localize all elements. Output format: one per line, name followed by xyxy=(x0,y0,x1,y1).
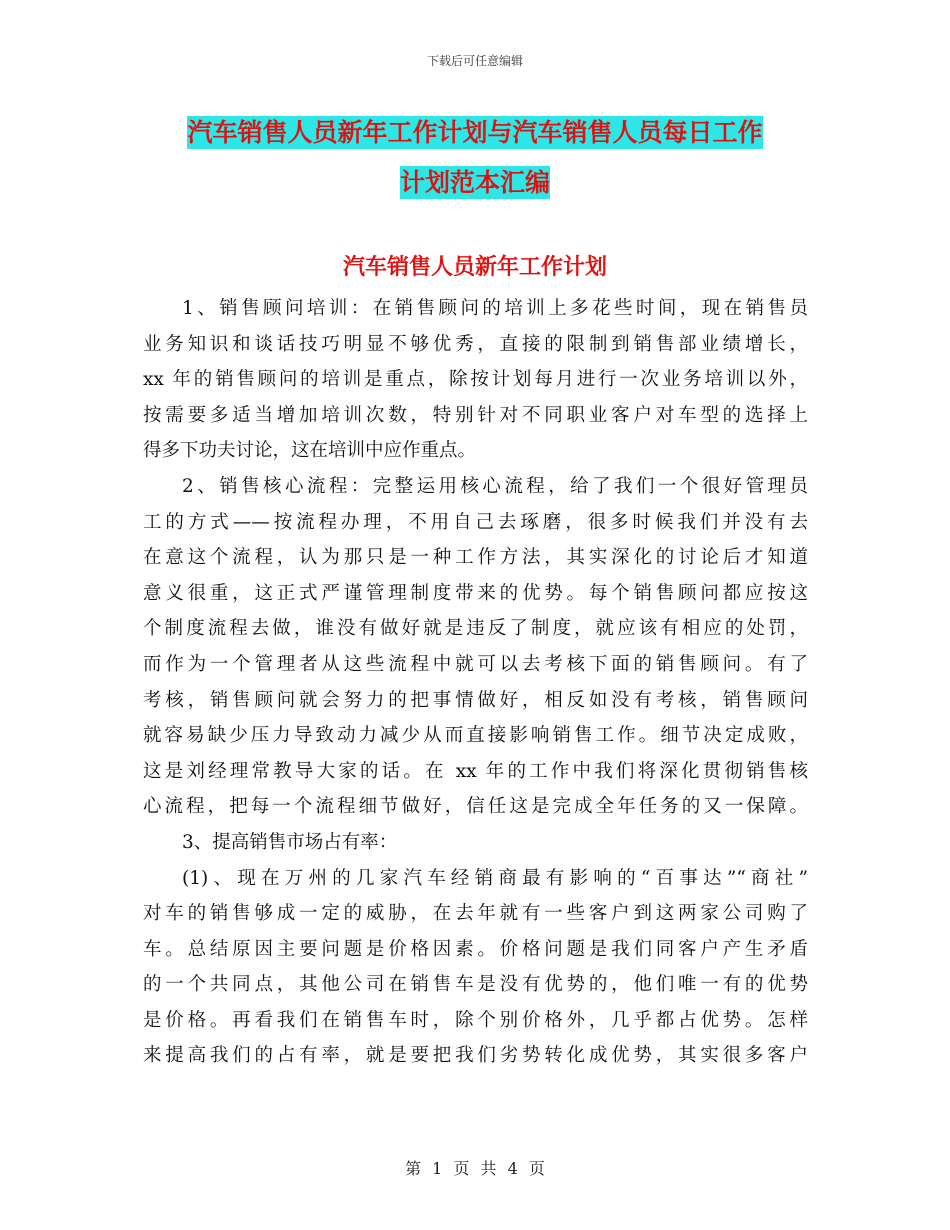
body-line: 得多下功夫讨论，这在培训中应作重点。 xyxy=(143,440,477,462)
body-line: 按需要多适当增加培训次数，特别针对不同职业客户对车型的选择上 xyxy=(143,404,808,426)
document-title-line-1: 汽车销售人员新年工作计划与汽车销售人员每日工作 xyxy=(187,118,763,147)
body-line: 在意这个流程，认为那只是一种工作方法，其实深化的讨论后才知道 xyxy=(143,547,808,569)
body-line: 心流程，把每一个流程细节做好，信任这是完成全年任务的又一保障。 xyxy=(143,796,808,818)
body-line: 3、提高销售市场占有率： xyxy=(182,831,398,853)
body-line: 业务知识和谈话技巧明显不够优秀，直接的限制到销售部业绩增长， xyxy=(143,333,808,355)
body-line: 考核，销售顾问就会努力的把事情做好，相反如没有考核，销售顾问 xyxy=(143,689,808,711)
section-title: 汽车销售人员新年工作计划 xyxy=(342,255,607,280)
body-line: 而作为一个管理者从这些流程中就可以去考核下面的销售顾问。有了 xyxy=(143,653,808,675)
body-line: 的一个共同点，其他公司在销售车是没有优势的，他们唯一有的优势 xyxy=(143,974,808,996)
document-title-line-2: 计划范本汇编 xyxy=(399,168,550,197)
body-line: 是价格。再看我们在销售车时，除个别价格外，几乎都占优势。怎样 xyxy=(143,1009,808,1031)
body-line: 对车的销售够成一定的威胁，在去年就有一些客户到这两家公司购了 xyxy=(143,903,808,925)
header-note: 下载后可任意编辑 xyxy=(426,54,523,68)
body-line: xx 年的销售顾问的培训是重点，除按计划每月进行一次业务培训以外， xyxy=(143,369,808,391)
body-line: 车。总结原因主要问题是价格因素。价格问题是我们同客户产生矛盾 xyxy=(143,938,808,960)
body-line: 2、销售核心流程：完整运用核心流程，给了我们一个很好管理员 xyxy=(182,475,808,497)
body-line: 意义很重，这正式严谨管理制度带来的优势。每个销售顾问都应按这 xyxy=(143,582,808,604)
body-line: 这是刘经理常教导大家的话。在 xx 年的工作中我们将深化贯彻销售核 xyxy=(143,760,808,782)
body-line: 1、销售顾问培训：在销售顾问的培训上多花些时间，现在销售员 xyxy=(182,298,808,319)
page-footer: 第 1 页 共 4 页 xyxy=(405,1159,545,1178)
document-body xyxy=(143,291,808,1074)
body-line: 工的方式——按流程办理，不用自己去琢磨，很多时候我们并没有去 xyxy=(143,511,808,533)
body-line: 来提高我们的占有率，就是要把我们劣势转化成优势，其实很多客户 xyxy=(143,1045,808,1067)
body-line: (1)、现在万州的几家汽车经销商最有影响的“百事达”“商社” xyxy=(182,867,808,889)
body-line: 就容易缺少压力导致动力减少从而直接影响销售工作。细节决定成败， xyxy=(143,725,808,747)
body-line: 个制度流程去做，谁没有做好就是违反了制度，就应该有相应的处罚， xyxy=(143,618,808,640)
document-title xyxy=(0,108,950,208)
